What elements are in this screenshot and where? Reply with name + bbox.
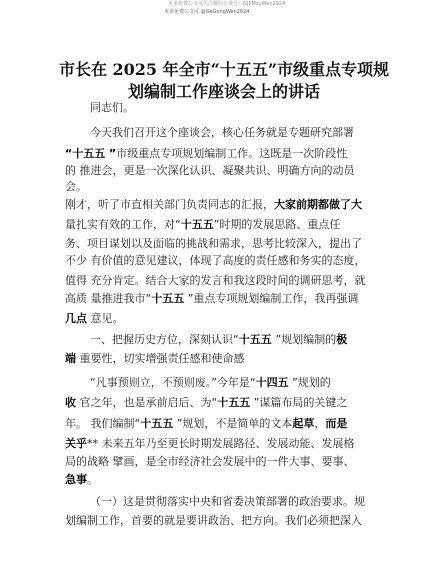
- body-line: [65, 163, 355, 179]
- text-segment: 年。 我们编制“: [65, 417, 141, 430]
- watermark-line-2: 更多免费公文可 @GeGongWen2024: [164, 9, 250, 15]
- text-segment: 今天我们召开这个座谈会，核心任务就是专题研究部署: [90, 126, 354, 139]
- bold-text: 收: [65, 396, 76, 409]
- body-line: [65, 311, 124, 327]
- body-line: [65, 236, 362, 252]
- bold-text: 十五五: [151, 292, 185, 305]
- text-segment: 一、把握历史方位，深刻认识“: [90, 333, 239, 346]
- document-title-line-1: 市长在 2025 年全市“十五五”市级重点专项规: [58, 60, 390, 79]
- bold-text: 十五五: [217, 396, 251, 409]
- body-line: [65, 179, 87, 195]
- text-segment: 重要性，切实增强责任感和使命感: [76, 352, 245, 365]
- text-segment: ** 未来五年乃至更长时期发展路径、发展动能、发展格: [87, 437, 355, 450]
- body-line: [65, 217, 340, 233]
- text-segment: ”规划的: [288, 376, 331, 389]
- text-segment: （一）这是贯彻落实中央和省委决策部署的政治要求。规: [90, 495, 365, 508]
- body-line: [90, 332, 347, 348]
- bold-text: 端: [65, 352, 76, 365]
- text-segment: 。: [87, 473, 98, 486]
- text-segment: 会。: [65, 180, 87, 193]
- greeting: 同志们。: [90, 101, 134, 114]
- body-line: [90, 375, 331, 391]
- body-line: [65, 197, 362, 213]
- text-segment: 划编制工作，首要的就是要讲政治、把方向。我们必须把深入: [65, 514, 362, 527]
- body-line: [65, 253, 366, 269]
- text-segment: ”规划，不是简单的文本: [173, 417, 293, 430]
- text-segment: 意见。: [87, 312, 124, 325]
- bold-text: 起草: [292, 417, 315, 430]
- text-segment: 官之年，也是承前启后、为“: [76, 396, 218, 409]
- bold-text: 十五五: [238, 333, 276, 346]
- bold-text: 极: [336, 333, 348, 346]
- text-segment: 务、项目谋划以及面临的挑战和需求，思考比较深入，提出了: [65, 237, 362, 250]
- body-line: [65, 454, 355, 470]
- body-line: [90, 494, 365, 510]
- text-segment: 局的战略 擘画，是全市经济社会发展中的一件大事、要事、: [65, 455, 355, 468]
- bold-text: 大家前期都做了大: [274, 198, 362, 211]
- text-segment: 的 推进会，更是一次深化认识、凝聚共识、明确方向的动员: [65, 164, 355, 177]
- body-line: [65, 436, 355, 452]
- text-segment: 市级重点专项规划编制工作。这既是一次阶段性: [116, 147, 348, 160]
- text-segment: 量扎实有效的工作，对“: [65, 218, 181, 231]
- bold-text: 急事: [65, 473, 87, 486]
- text-segment: ”谋篇布局的关键之: [250, 396, 348, 409]
- text-segment: ”重点专项规划编制工作，我再强调: [184, 292, 359, 305]
- document-title-line-2: 划编制工作座谈会上的讲话: [127, 82, 320, 101]
- body-line: [65, 351, 245, 367]
- body-line: [65, 395, 347, 411]
- text-segment: 高质 量推进我市“: [65, 292, 152, 305]
- text-segment: 值得 充分肯定。结合大家的发言和我这段时间的调研思考，就: [65, 274, 366, 287]
- body-line: [65, 416, 347, 432]
- text-segment: ”时期的发展思路、重点任: [213, 218, 341, 231]
- body-line: [65, 472, 98, 488]
- body-line: [65, 291, 358, 307]
- body-line: [65, 146, 347, 162]
- text-segment: ，: [314, 417, 326, 430]
- text-segment: ”规划编制的: [275, 333, 337, 346]
- bold-text: 十五五: [180, 218, 214, 231]
- text-segment: “凡事预则立，不预则废。”今年是“: [90, 376, 256, 389]
- text-segment: 不少 有价值的意见建议，体现了高度的责任感和务实的态度，: [65, 254, 366, 267]
- text-segment: 刚才，听了市直相关部门负责同志的汇报，: [65, 198, 274, 211]
- bold-text: 十四五: [255, 376, 289, 389]
- bold-text: 而是: [325, 417, 348, 430]
- bold-text: 十五五: [140, 417, 174, 430]
- watermark-line-1: 更多免费公文可关注微信公众号：GJ0MzuWen2024: [168, 1, 286, 7]
- body-line: [65, 513, 362, 529]
- body-line: [65, 273, 366, 289]
- bold-text: “十五五 ”: [65, 147, 117, 160]
- bold-text: 几点: [65, 312, 87, 325]
- bold-text: 关乎: [65, 437, 87, 450]
- body-line: [90, 125, 354, 141]
